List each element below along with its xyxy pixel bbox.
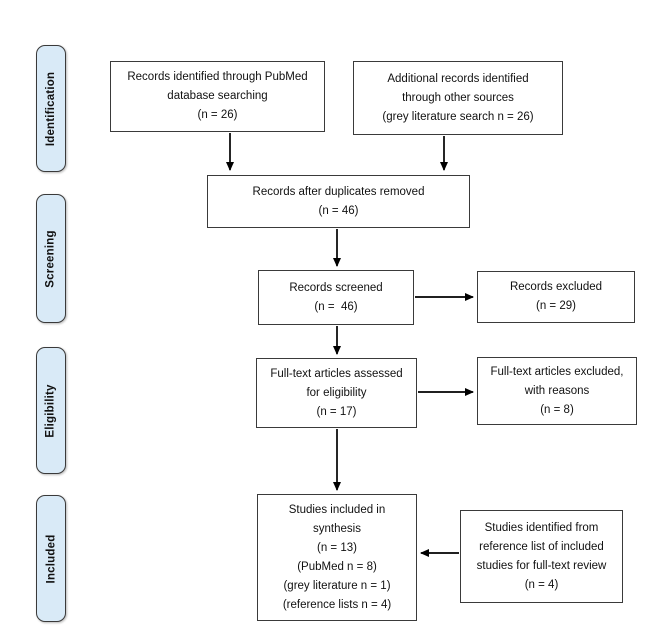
- stage-screening: [36, 194, 66, 323]
- stage-included-label: Included: [45, 534, 58, 583]
- box-text-line: Studies identified from: [484, 521, 599, 534]
- box-text-line: for eligibility: [306, 386, 367, 399]
- box-text-line: studies for full-text review: [476, 559, 607, 572]
- box-text-line: (n = 4): [524, 578, 559, 591]
- box-text-line: database searching: [167, 90, 268, 102]
- box-records-identified-pubmed: [110, 61, 325, 132]
- box-text-line: Studies included in: [288, 503, 386, 516]
- box-text-line: (PubMed n = 8): [297, 560, 377, 573]
- box-text-line: (n = 8): [540, 403, 574, 416]
- stage-eligibility-label: Eligibility: [45, 383, 58, 438]
- box-additional-records-other-sources: [353, 61, 563, 135]
- box-text-line: through other sources: [402, 91, 514, 104]
- box-studies-included-synthesis: [257, 494, 417, 621]
- box-text-line: (grey literature search n = 26): [382, 110, 534, 123]
- box-text-line: (n = 29): [536, 300, 576, 312]
- box-text-line: with reasons: [524, 384, 590, 397]
- box-text-line: Records identified through PubMed: [127, 71, 308, 83]
- box-text-line: (n = 13): [317, 541, 357, 554]
- stage-identification-label: Identification: [45, 71, 58, 146]
- stage-included: [36, 495, 66, 622]
- box-text-line: Full-text articles excluded,: [490, 365, 624, 378]
- box-text-line: (reference lists n = 4): [282, 598, 392, 611]
- box-text-line: Records excluded: [509, 281, 603, 293]
- box-text-line: Full-text articles assessed: [270, 367, 403, 380]
- box-fulltext-assessed: [256, 358, 417, 428]
- box-text-line: (n = 26): [197, 109, 238, 121]
- box-text-line: (n = 46): [318, 204, 359, 217]
- box-text-line: (n = 46): [314, 300, 358, 313]
- box-records-excluded: [477, 271, 635, 323]
- box-fulltext-excluded: [477, 357, 637, 425]
- box-text-line: Additional records identified: [387, 72, 529, 85]
- box-text-line: Records after duplicates removed: [252, 185, 425, 198]
- box-text-line: Records screened: [289, 281, 383, 294]
- stage-screening-label: Screening: [45, 229, 57, 288]
- box-text-line: (grey literature n = 1): [283, 579, 391, 592]
- box-text-line: reference list of included: [479, 540, 604, 553]
- box-studies-from-reference-list: [460, 510, 623, 603]
- box-records-screened: [258, 270, 414, 325]
- box-text-line: synthesis: [313, 522, 361, 535]
- box-text-line: (n = 17): [316, 405, 357, 418]
- stage-eligibility: [36, 347, 66, 474]
- stage-identification: [36, 45, 66, 172]
- box-records-after-duplicates-removed: [207, 175, 470, 228]
